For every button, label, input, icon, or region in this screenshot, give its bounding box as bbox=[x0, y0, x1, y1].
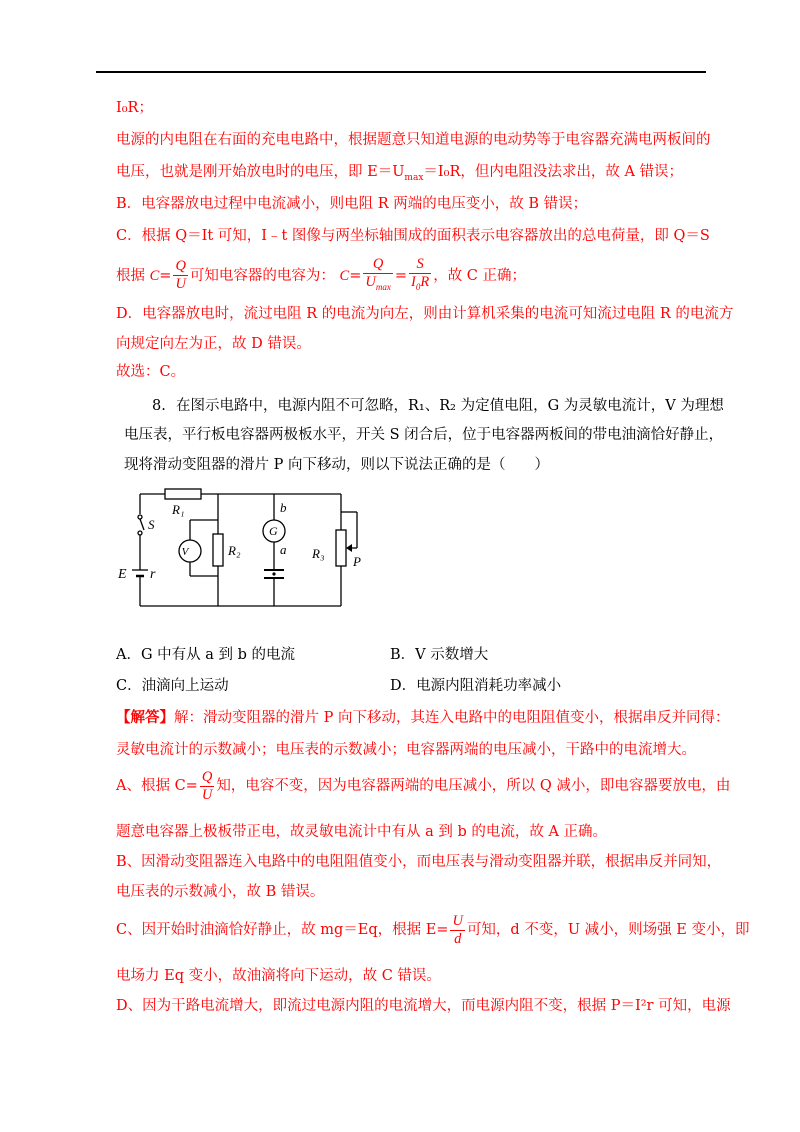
answer-line-6: 电压表的示数减小，故 B 错误。 bbox=[116, 884, 325, 900]
label-P: P bbox=[353, 554, 361, 569]
solution-line-6: 根据 C= $\frac{Q}{U}$ 可知电容器的电容为： C= $\frac{Q}{U_{max}}$ = $\frac{S}{I_0R}$ ，故 C 正确； bbox=[116, 256, 526, 296]
question-number: 8. bbox=[152, 398, 166, 414]
solution-line-2: 电源的内电阻在右面的充电电路中，根据题意只知道电源的电动势等于电容器充满电两板间的 bbox=[116, 132, 711, 148]
label-R1: R₁ bbox=[172, 502, 185, 517]
answer-line-5: B、因滑动变阻器连入电路中的电阻阻值变小，而电压表与滑动变阻器并联，根据串反并同知， bbox=[116, 854, 722, 870]
answer-line-2: 灵敏电流计的示数减小；电压表的示数减小；电容器两端的电压减小，干路中的电流增大。 bbox=[116, 742, 696, 758]
fraction-q-over-u-2: $\frac{Q}{U}$ bbox=[201, 768, 213, 803]
option-c: C．油滴向上运动 bbox=[116, 678, 229, 694]
solution-line-4: B．电容器放电过程中电流减小，则电阻 R 两端的电压变小，故 B 错误； bbox=[116, 196, 588, 212]
answer-line-1: 【解答】解：滑动变阻器的滑片 P 向下移动，其连入电路中的电阻阻值变小，根据串反并同得： bbox=[116, 709, 730, 726]
answer-line-9: D、因为干路电流增大，即流过电源内阻的电流增大，而电源内阻不变，根据 P＝I²r 可知，电源 bbox=[116, 998, 731, 1014]
label-a: a bbox=[280, 542, 287, 557]
circuit-diagram bbox=[110, 484, 370, 614]
solution-line-7: D．电容器放电时，流过电阻 R 的电流为向左，则由计算机采集的电流可知流过电阻 R 的电流方 bbox=[116, 306, 734, 322]
solution-line-8: 向规定向左为正，故 D 错误。 bbox=[116, 336, 311, 352]
solution-line-5: C．根据 Q＝It 可知，I﹣t 图像与两坐标轴围成的面积表示电容器放出的总电荷量，即 Q＝S bbox=[116, 228, 710, 244]
label-E: E bbox=[118, 567, 127, 582]
solution-line-3: 电压，也就是刚开始放电时的电压，即 $E=U_{max}=I_0R$，但内电阻没法求出，故 A 错误； bbox=[116, 164, 684, 183]
label-S: S bbox=[148, 517, 155, 532]
answer-line-3: A、根据 C= $\frac{Q}{U}$ 知，电容不变，因为电容器两端的电压减小，所以 Q 减小，即电容器要放电，由 bbox=[116, 768, 731, 803]
label-V: V bbox=[181, 546, 189, 558]
solution-line-1: I₀R； bbox=[116, 100, 153, 116]
answer-line-7: C、因开始时油滴恰好静止，故 mg＝Eq，根据 E= $\frac{U}{d}$ 可知，d 不变，U 减小，则场强 E 变小，即 bbox=[116, 912, 750, 947]
option-d: D．电源内阻消耗功率减小 bbox=[390, 678, 562, 694]
label-r: r bbox=[150, 567, 156, 582]
answer-line-8: 电场力 Eq 变小，故油滴将向下运动，故 C 错误。 bbox=[116, 968, 441, 984]
label-b: b bbox=[280, 500, 287, 515]
label-R2: R₂ bbox=[228, 543, 241, 558]
header-rule bbox=[96, 71, 706, 73]
solution-line-9: 故选：C。 bbox=[116, 364, 186, 380]
fraction-q-over-umax: $\frac{Q}{U_{max}}$ bbox=[365, 256, 391, 292]
fraction-u-over-d: $\frac{U}{d}$ bbox=[452, 912, 463, 947]
question-line-3: 现将滑动变阻器的滑片 P 向下移动，则以下说法正确的是（ ） bbox=[124, 457, 549, 473]
answer-line-4: 题意电容器上极板带正电，故灵敏电流计中有从 a 到 b 的电流，故 A 正确。 bbox=[116, 824, 608, 840]
label-R3: R₃ bbox=[312, 546, 325, 561]
label-G: G bbox=[269, 524, 278, 538]
question-line-2: 电压表，平行板电容器两极板水平，开关 S 闭合后，位于电容器两板间的带电油滴恰好静止， bbox=[124, 427, 724, 443]
fraction-q-over-u: $\frac{Q}{U}$ bbox=[175, 258, 186, 293]
option-a: A．G 中有从 a 到 b 的电流 bbox=[116, 647, 296, 663]
answer-tag: 【解答】 bbox=[116, 709, 174, 726]
option-b: B．V 示数增大 bbox=[390, 647, 489, 663]
question-line-1: 在图示电路中，电源内阻不可忽略，R₁、R₂ 为定值电阻，G 为灵敏电流计，V 为理想 bbox=[176, 398, 724, 414]
fraction-s-over-i0r: $\frac{S}{I_0R}$ bbox=[411, 256, 430, 292]
